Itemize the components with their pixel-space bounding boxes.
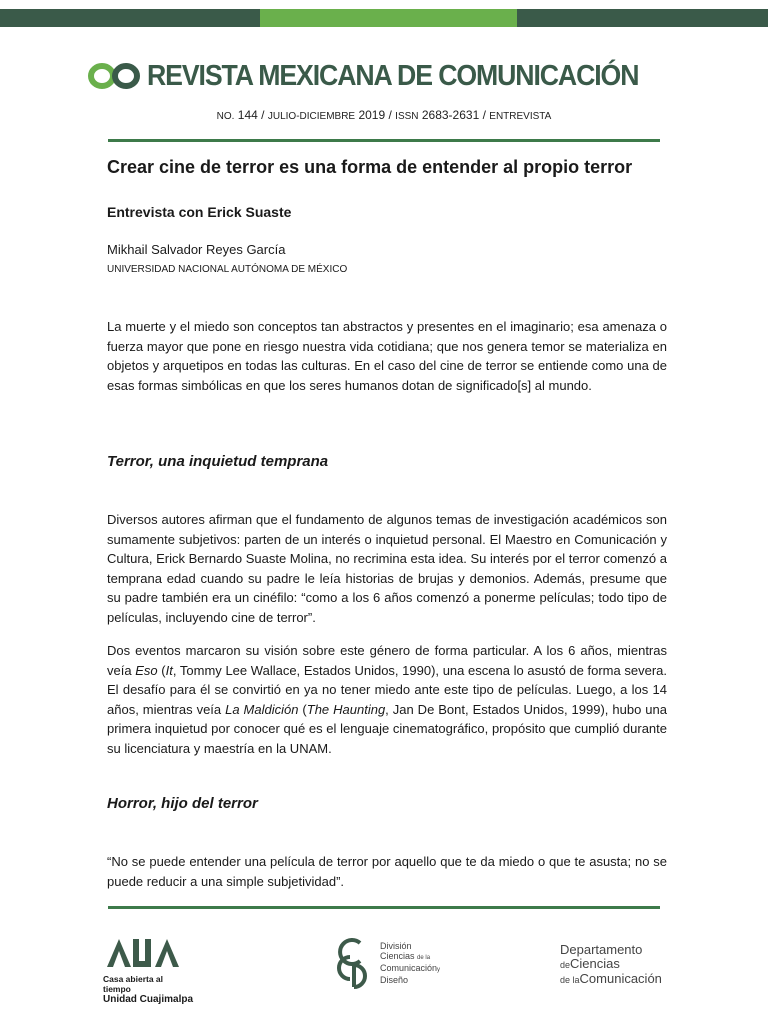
- abstract-paragraph: La muerte y el miedo son conceptos tan abstractos y presentes en el imaginario; esa amenaza o fuerza mayor que pone en riesgo nuestra vida cotidiana; que nos genera temor se materializa en objetos y arquetipos en todas las culturas. En el caso del cine de terror se entiende como una de esas formas simbólicas en que los seres humanos dotan de significado[s] al mundo.: [107, 319, 667, 393]
- section-heading-1: Terror, una inquietud temprana: [107, 453, 329, 470]
- uam-emblem-icon: [103, 935, 183, 969]
- body-paragraph-2: Dos eventos marcaron su visión sobre este género de forma particular. A los 6 años, mientras veía Eso (It, Tommy Lee Wallace, Estados Unidos, 1990), una escena lo asustó de forma severa. El desafío para él se convirtió en ya no tener miedo ante este tipo de películas. Luego, a los 14 años, mientras veía La Maldición (The Haunting, Jan De Bont, Estados Unidos, 1999), hubo una primera inquietud por conocer qué es el lenguaje cinematográfico, propósito que cumplió durante su licenciatura y maestría en la UNAM.: [107, 643, 667, 756]
- issue-info: [0, 108, 768, 122]
- dccd-emblem-icon: [330, 935, 376, 991]
- section-heading-2: Horror, hijo del terror: [107, 795, 258, 812]
- quote-paragraph: “No se puede entender una película de terror por aquello que te da miedo o que te asusta; no se puede reducir a una simple subjetividad”.: [107, 854, 667, 889]
- departamento-logo: Departamento deCiencias de laComunicación: [560, 942, 662, 986]
- separator: /: [261, 108, 265, 122]
- header-divider: [108, 139, 660, 142]
- journal-masthead: [0, 58, 768, 94]
- separator: /: [482, 108, 486, 122]
- infinity-logo-icon: [87, 58, 141, 94]
- author-name: Mikhail Salvador Reyes García: [107, 242, 286, 257]
- film-title-the-haunting: The Haunting: [306, 701, 386, 717]
- journal-title: REVISTA MEXICANA DE COMUNICACIÓN: [146, 59, 639, 92]
- film-title-eso: Eso: [135, 662, 158, 678]
- top-bar-dark-left: [0, 9, 260, 27]
- footer-divider: [108, 906, 660, 909]
- top-bar-dark-right: [517, 9, 768, 27]
- article-title: Crear cine de terror es una forma de entender al propio terror: [107, 157, 633, 177]
- film-title-it: It: [165, 662, 173, 678]
- issn-label: ISSN: [395, 111, 419, 122]
- section-label: ENTREVISTA: [489, 111, 552, 122]
- author-affiliation: UNIVERSIDAD NACIONAL AUTÓNOMA DE MÉXICO: [107, 264, 348, 275]
- top-color-bar: [0, 9, 768, 27]
- top-bar-green: [260, 9, 517, 27]
- issue-period: JULIO-DICIEMBRE: [267, 111, 356, 122]
- article-subtitle: Entrevista con Erick Suaste: [107, 204, 292, 220]
- issue-no-label: NO.: [216, 111, 235, 122]
- body-paragraph-1: Diversos autores afirman que el fundamento de algunos temas de investigación académicos son sumamente subjetivos: parten de un interés o inquietud personal. El Maestro en Comunicación y Cultura, Erick Bernardo Suaste Molina, no recrimina esta idea. Su interés por el terror comenzó a temprana edad cuando su padre le leía historias de brujas y demonios. Además, presume que su padre también era un cinéfilo: “como a los 6 años comenzó a ponerme películas; todo tipo de películas, incluyendo cine de terror”.: [107, 512, 667, 625]
- uam-logo: [103, 935, 193, 1005]
- issue-number: 144: [237, 108, 258, 122]
- dccd-logo: [330, 935, 440, 991]
- separator: /: [388, 108, 392, 122]
- uam-unit: Unidad Cuajimalpa: [103, 994, 194, 1005]
- issn-value: 2683-2631: [421, 108, 480, 122]
- dccd-text: División Ciencias de la Comunicacióny Diseño: [380, 941, 441, 985]
- uam-tagline: Casa abierta al tiempo: [103, 974, 164, 994]
- issue-year: 2019: [358, 108, 386, 122]
- film-title-la-maldicion: La Maldición: [225, 701, 299, 717]
